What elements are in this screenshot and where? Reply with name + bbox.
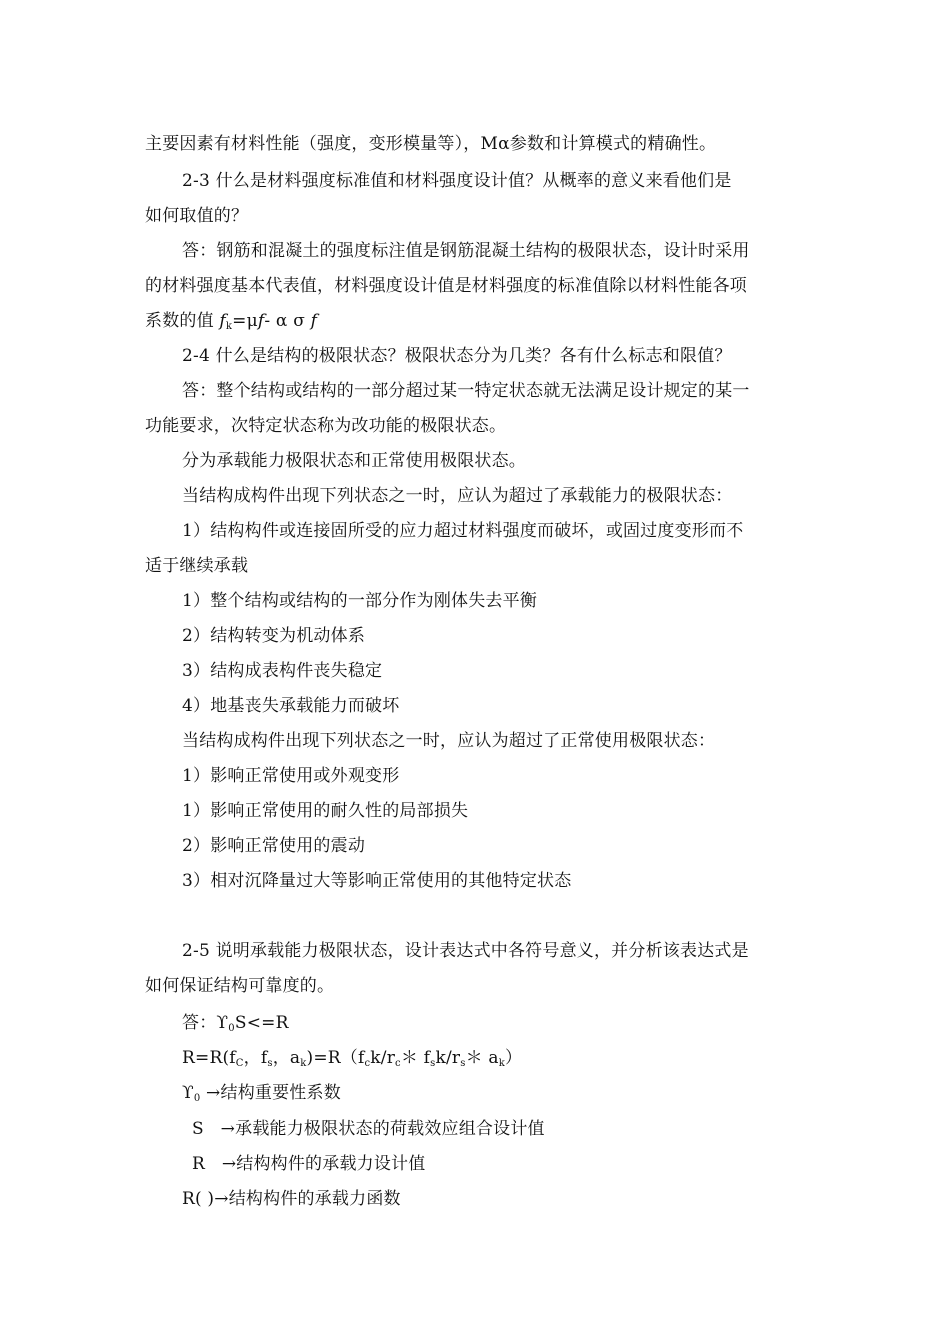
gamma-symbol: ϒ — [216, 1013, 229, 1033]
formula-subscript: s — [430, 1058, 436, 1069]
formula-part: ＊ a — [465, 1048, 499, 1068]
list-item: 4）地基丧失承载能力而破坏 — [182, 696, 400, 716]
formula-part: k/r — [435, 1048, 461, 1068]
formula-subscript: s — [267, 1058, 273, 1069]
answer-label: 答： — [182, 1013, 217, 1033]
formula-subscript: k — [498, 1058, 506, 1069]
list-item: 1）结构构件或连接固所受的应力超过材料强度而破坏，或固过度变形而不 — [182, 521, 744, 541]
formula-fk — [145, 310, 317, 338]
formula-part: =μ — [232, 311, 258, 331]
paragraph-line: 当结构成构件出现下列状态之一时，应认为超过了承载能力的极限状态： — [182, 486, 733, 506]
symbol-S: S — [192, 1119, 204, 1139]
list-item: 2）影响正常使用的震动 — [182, 836, 366, 856]
paragraph-line: 当结构成构件出现下列状态之一时，应认为超过了正常使用极限状态： — [182, 731, 716, 751]
question-2-5: 2-5 说明承载能力极限状态，设计表达式中各符号意义，并分析该表达式是 — [182, 941, 749, 961]
formula-part: k/r — [370, 1048, 396, 1068]
paragraph-line: 分为承载能力极限状态和正常使用极限状态。 — [182, 451, 526, 471]
formula-subscript: C — [235, 1058, 244, 1069]
formula-part: - α σ — [264, 311, 311, 331]
formula-symbol: f — [257, 311, 265, 331]
formula-part: R=R(f — [182, 1048, 236, 1068]
answer-formula — [182, 1012, 289, 1040]
definition-text: →承载能力极限状态的荷载效应组合设计值 — [220, 1119, 545, 1139]
symbol-definition-R — [192, 1153, 425, 1175]
question-2-3: 2-3 什么是材料强度标准值和材料强度设计值？从概率的意义来看他们是 — [182, 171, 732, 191]
formula-subscript: c — [364, 1058, 371, 1069]
formula-part: ） — [505, 1048, 523, 1068]
formula-prefix: 系数的值 — [145, 311, 220, 331]
formula-subscript: k — [300, 1058, 307, 1069]
answer-line: 答：钢筋和混凝土的强度标注值是钢筋混凝土结构的极限状态，设计时采用 — [182, 241, 750, 261]
gamma-symbol: ϒ — [182, 1083, 194, 1103]
answer-line: 答：整个结构或结构的一部分超过某一特定状态就无法满足设计规定的某一 — [182, 381, 750, 401]
list-item: 1）整个结构或结构的一部分作为刚体失去平衡 — [182, 591, 538, 611]
list-item: 1）影响正常使用或外观变形 — [182, 766, 400, 786]
question-2-4: 2-4 什么是结构的极限状态？极限状态分为几类？各有什么标志和限值？ — [182, 346, 732, 366]
definition-text: →结构重要性系数 — [206, 1083, 341, 1103]
formula-part: S<=R — [234, 1013, 289, 1033]
symbol-Rfunc: R( ) — [182, 1189, 215, 1209]
paragraph-line: 适于继续承载 — [145, 556, 249, 576]
paragraph-line: 的材料强度基本代表值，材料强度设计值是材料强度的标准值除以材料性能各项 — [145, 276, 747, 296]
formula-subscript: c — [395, 1058, 401, 1069]
formula-subscript: s — [460, 1058, 466, 1069]
symbol-R: R — [192, 1154, 205, 1174]
list-item: 2）结构转变为机动体系 — [182, 626, 366, 646]
paragraph-line: 如何取值的？ — [145, 206, 249, 226]
formula-subscript: k — [225, 321, 233, 332]
paragraph-line: 功能要求，次特定状态称为改功能的极限状态。 — [145, 416, 507, 436]
formula-part: )=R（f — [306, 1048, 365, 1068]
list-item: 3）结构成表构件丧失稳定 — [182, 661, 383, 681]
paragraph-line: 如何保证结构可靠度的。 — [145, 976, 335, 996]
symbol-definition-Rfunc — [182, 1188, 401, 1210]
formula-subscript: 0 — [193, 1093, 201, 1104]
formula-part: ，f — [243, 1048, 268, 1068]
formula-symbol: f — [219, 311, 226, 331]
formula-R — [182, 1047, 522, 1075]
paragraph-line: 主要因素有材料性能（强度，变形模量等），Mα参数和计算模式的精确性。 — [145, 134, 717, 154]
formula-part: ，a — [272, 1048, 301, 1068]
list-item: 1）影响正常使用的耐久性的局部损失 — [182, 801, 469, 821]
definition-text: →结构构件的承载力设计值 — [221, 1154, 426, 1174]
list-item: 3）相对沉降量过大等影响正常使用的其他特定状态 — [182, 871, 572, 891]
formula-part: ＊ f — [400, 1048, 431, 1068]
formula-subscript: 0 — [228, 1023, 235, 1034]
symbol-definition-S — [192, 1118, 545, 1140]
formula-symbol: f — [310, 311, 318, 331]
symbol-definition-gamma — [182, 1082, 341, 1110]
definition-text: →结构构件的承载力函数 — [214, 1189, 401, 1209]
